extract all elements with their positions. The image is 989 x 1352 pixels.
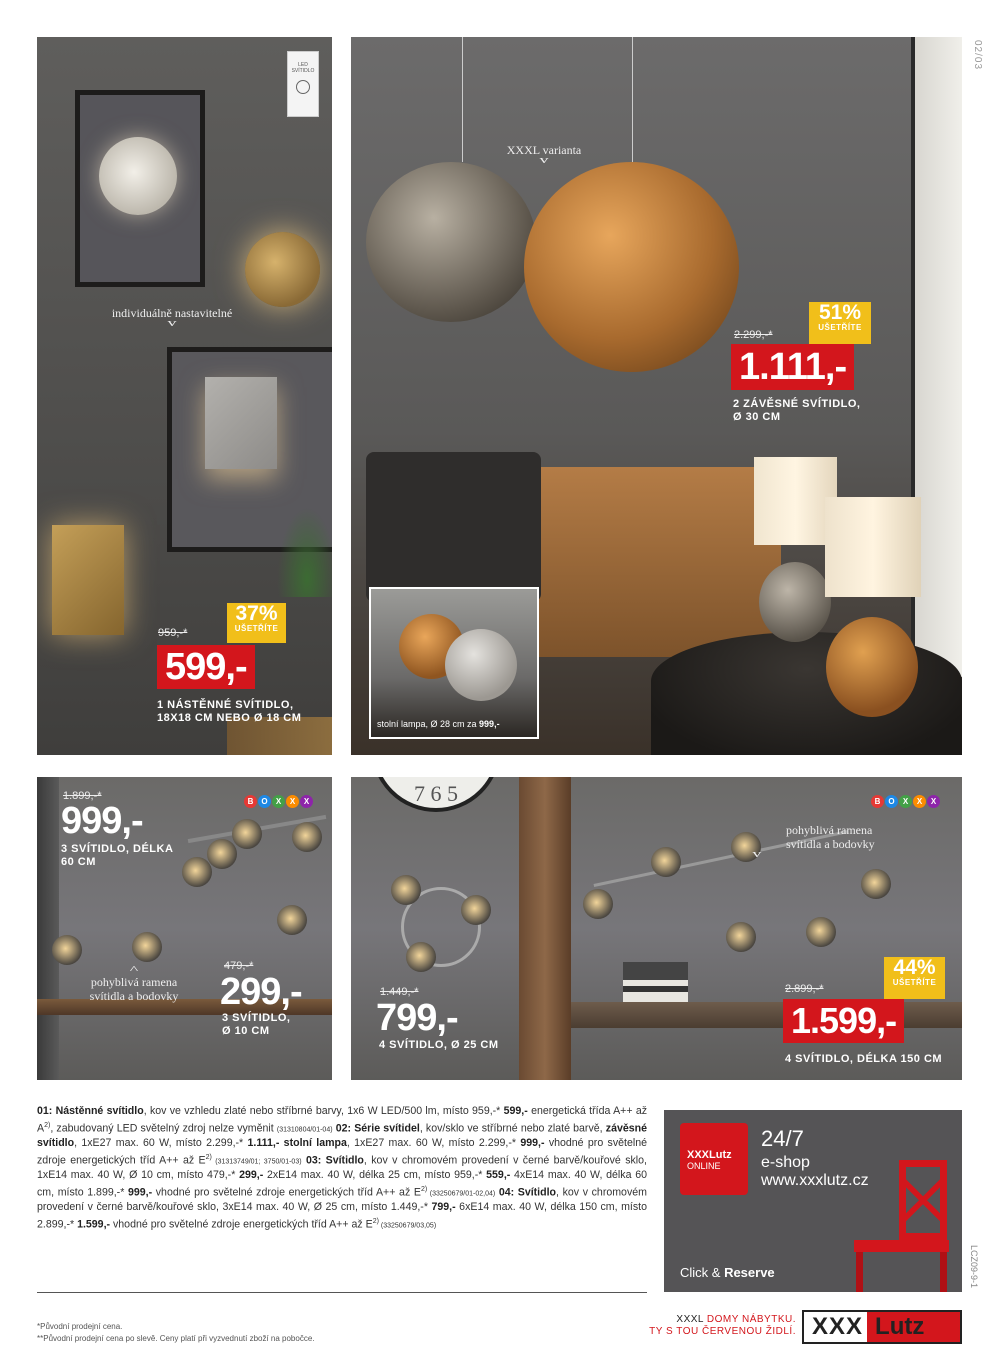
boxxx-letter: X bbox=[899, 795, 912, 808]
item-price: 599,- bbox=[503, 1105, 528, 1117]
spotlight-bulb bbox=[132, 932, 162, 962]
spotlight-photo-panel bbox=[37, 777, 332, 1080]
item-code: (31310804/01-04) bbox=[276, 1126, 333, 1134]
led-label-text: LED SVÍTIDLO bbox=[291, 62, 315, 74]
savings-percent: 51% bbox=[818, 301, 862, 324]
logo-line: XXXLutz bbox=[687, 1149, 732, 1161]
item-heading: 03: Svítidlo bbox=[301, 1154, 364, 1167]
item-text: , kov v chromovém provedení v černé barvě/kouřové sklo, 1xE14 max. 40 W, Ø 10 cm, místo 479,-* bbox=[37, 1154, 647, 1181]
spotlight-bulb bbox=[277, 905, 307, 935]
item-text: , zabudovaný LED světelný zdroj nelze vyměnit bbox=[50, 1122, 277, 1135]
savings-badge bbox=[809, 302, 871, 344]
old-price: 2.299,-* bbox=[734, 329, 773, 341]
desc-line: 4 SVÍTIDLO, Ø 25 CM bbox=[379, 1039, 499, 1051]
item-text: 6xE14 max. 40 W, délka 150 cm, místo 2.899,-* bbox=[37, 1200, 648, 1231]
old-price: 959,-* bbox=[158, 627, 188, 639]
product-description bbox=[157, 699, 301, 725]
bulb-icon bbox=[296, 80, 310, 94]
product-description bbox=[61, 843, 173, 869]
spotlight-photo-panel-2 bbox=[351, 777, 962, 1080]
item-price: 1.599,- bbox=[77, 1218, 111, 1231]
caption-line: svítidla a bodovky bbox=[89, 989, 179, 1003]
boxxx-letter: O bbox=[885, 795, 898, 808]
item-text: vhodné pro světelné zdroje energetických tříd A++ až E bbox=[110, 1218, 373, 1231]
boxxx-badge bbox=[871, 795, 940, 808]
chair-seat bbox=[854, 1240, 949, 1252]
steel-beam bbox=[519, 777, 571, 1080]
click-reserve-label[interactable] bbox=[680, 1265, 775, 1280]
pendant-lamp-photo-panel bbox=[351, 37, 962, 755]
boxxx-letter: B bbox=[871, 795, 884, 808]
red-chair-icon bbox=[854, 1160, 954, 1292]
desc-line: 2 ZÁVĚSNÉ SVÍTIDLO, bbox=[733, 398, 861, 410]
xxxlutz-logo[interactable] bbox=[802, 1310, 962, 1344]
item-heading: 02: Série svítidel bbox=[332, 1122, 420, 1135]
item-text: 4xE14 max. 40 W, délka 60 cm, místo 1.899,-* bbox=[37, 1168, 647, 1199]
boxxx-letter: O bbox=[258, 795, 271, 808]
boxxx-letter: X bbox=[913, 795, 926, 808]
spotlight-bulb bbox=[52, 935, 82, 965]
cushion bbox=[366, 452, 541, 602]
item-text: , 1xE27 max. 60 W, místo 2.299,-* bbox=[346, 1136, 521, 1149]
inset-caption-price: 999,- bbox=[479, 719, 500, 729]
old-price: 1.449,-* bbox=[380, 986, 419, 998]
square-wall-lamp-gold bbox=[52, 525, 124, 635]
boxxx-letter: X bbox=[286, 795, 299, 808]
caption-line: pohyblivá ramena bbox=[786, 823, 873, 837]
chevron-up-icon: ^ bbox=[129, 965, 139, 976]
savings-badge bbox=[227, 603, 286, 643]
cord bbox=[462, 37, 463, 162]
product-description bbox=[222, 1012, 290, 1038]
eshop-url[interactable]: www.xxxlutz.cz bbox=[761, 1172, 869, 1189]
item-subheading: stolní lampa bbox=[279, 1136, 347, 1149]
logo-xxx: XXX bbox=[812, 1313, 864, 1340]
mug-and-books bbox=[623, 962, 688, 1002]
savings-percent: 44% bbox=[893, 956, 936, 979]
xxxl-variant-caption bbox=[469, 143, 619, 165]
spotlight-bulb bbox=[806, 917, 836, 947]
adjustable-caption bbox=[97, 306, 247, 328]
item-code: (33250679/01-02,04) bbox=[427, 1190, 496, 1198]
item-text: 2xE14 max. 40 W, délka 25 cm, místo 959,-* bbox=[263, 1168, 487, 1181]
chevron-down-icon: v bbox=[539, 155, 549, 166]
desc-line: 3 SVÍTIDLO, bbox=[222, 1012, 291, 1024]
item-text: vhodné pro světelné zdroje energetických tříd A++ až E bbox=[152, 1186, 421, 1199]
clock-digits: 7 6 5 bbox=[414, 781, 458, 806]
chair-back bbox=[899, 1160, 947, 1240]
item-price: 299,- bbox=[239, 1168, 264, 1181]
desc-line: 4 SVÍTIDLO, DÉLKA 150 CM bbox=[785, 1053, 943, 1065]
item-text: , kov ve vzhledu zlaté nebo stříbrné barvy, 1x6 W LED/500 lm, místo 959,-* bbox=[143, 1105, 504, 1117]
sale-price: 1.599,- bbox=[783, 999, 904, 1043]
table-lamp-shade bbox=[825, 497, 921, 597]
item-heading: 01: Nástěnné svítidlo bbox=[37, 1105, 144, 1117]
eshop-promo-box[interactable] bbox=[664, 1110, 962, 1292]
logo-line: ONLINE bbox=[687, 1161, 721, 1171]
plant bbox=[277, 507, 332, 597]
sale-price: 999,- bbox=[61, 800, 143, 842]
item-text: energetická třída A++ až A bbox=[37, 1105, 648, 1135]
boxxx-letter: B bbox=[244, 795, 257, 808]
footer-divider bbox=[37, 1292, 647, 1293]
desc-line: 3 SVÍTIDLO, DÉLKA bbox=[61, 843, 174, 855]
inset-silver-lamp bbox=[445, 629, 517, 701]
savings-badge bbox=[884, 957, 945, 999]
boxxx-letter: X bbox=[272, 795, 285, 808]
chevron-down-icon: v bbox=[752, 849, 762, 860]
item-price: 1.111,- bbox=[247, 1136, 280, 1149]
wall-clock bbox=[371, 777, 501, 812]
spotlight-bulb bbox=[182, 857, 212, 887]
slogan-part: DOMY NÁBYTKU. bbox=[706, 1314, 796, 1325]
click-reserve-prefix: Click & bbox=[680, 1265, 725, 1280]
desc-line: Ø 10 CM bbox=[222, 1025, 270, 1037]
item-subheading: závěsné svítidlo bbox=[37, 1122, 647, 1149]
caption-line: svítidla a bodovky bbox=[786, 837, 875, 851]
table-lamp-inset-photo bbox=[369, 587, 539, 739]
savings-label: UŠETŘÍTE bbox=[234, 624, 279, 633]
footnote-ref: 2) bbox=[205, 1153, 212, 1161]
product-description bbox=[379, 1039, 499, 1052]
item-text: , 1xE27 max. 60 W, místo 2.299,-* bbox=[74, 1136, 248, 1149]
caption-text: individuálně nastavitelné bbox=[111, 306, 233, 320]
footnote-ref: 2) bbox=[420, 1185, 428, 1193]
sale-price: 1.111,- bbox=[731, 344, 854, 390]
spotlight-bulb bbox=[292, 822, 322, 852]
click-reserve-bold: Reserve bbox=[724, 1265, 775, 1280]
slogan-part: XXXL bbox=[676, 1314, 707, 1325]
savings-percent: 37% bbox=[235, 602, 278, 625]
spotlight-bulb bbox=[406, 942, 436, 972]
spotlight-bulb bbox=[461, 895, 491, 925]
spotlight-bulb bbox=[232, 819, 262, 849]
desc-line: Ø 30 CM bbox=[733, 411, 781, 423]
led-energy-label bbox=[287, 51, 319, 117]
footnote-1: *Původní prodejní cena. bbox=[37, 1322, 123, 1331]
item-heading: 04: Svítidlo bbox=[495, 1186, 557, 1199]
product-details-text bbox=[37, 1105, 647, 1233]
savings-label: UŠETŘÍTE bbox=[892, 978, 937, 987]
item-text: , kov v chromovém provedení v černé barvě/kouřové sklo, 3xE14 max. 40 W, Ø 25 cm, místo 1.449,-* bbox=[37, 1186, 647, 1213]
old-price: 1.899,-* bbox=[63, 790, 102, 802]
old-price: 479,-* bbox=[224, 960, 254, 972]
desc-line: 1 NÁSTĚNNÉ SVÍTIDLO, bbox=[157, 699, 294, 711]
wall-lamp-photo-panel bbox=[37, 37, 332, 755]
spotlight-bulb bbox=[207, 839, 237, 869]
item-code: (31313749/01; 3750/01-03) bbox=[211, 1158, 302, 1166]
page-number: 02/03 bbox=[972, 40, 983, 71]
logo-lutz: Lutz bbox=[867, 1312, 960, 1342]
boxxx-badge bbox=[244, 795, 313, 808]
boxxx-letter: X bbox=[300, 795, 313, 808]
spotlight-bulb bbox=[651, 847, 681, 877]
item-price: 799,- bbox=[431, 1200, 456, 1213]
spotlight-bulb bbox=[726, 922, 756, 952]
desc-line: 60 CM bbox=[61, 856, 96, 868]
item-price: 999,- bbox=[127, 1186, 153, 1199]
sale-price: 799,- bbox=[376, 997, 458, 1039]
old-price: 2.899,-* bbox=[785, 983, 824, 995]
caption-text: XXXL varianta bbox=[506, 143, 582, 157]
eshop-headline: 24/7 bbox=[761, 1126, 804, 1151]
chair-leg bbox=[940, 1252, 947, 1292]
item-code: (33250679/03,05) bbox=[378, 1222, 437, 1230]
wall-pipe bbox=[37, 777, 59, 1080]
item-text: vhodné pro světelné zdroje energetických tříd A++ až E bbox=[37, 1136, 648, 1167]
sale-price: 599,- bbox=[157, 645, 255, 689]
xxxlutz-online-logo bbox=[680, 1123, 748, 1195]
table-lamp-base-silver bbox=[759, 562, 831, 642]
movable-arms-caption bbox=[59, 967, 209, 1003]
cord bbox=[632, 37, 633, 162]
product-description bbox=[733, 398, 860, 424]
footnote-ref: 2) bbox=[44, 1121, 51, 1129]
spotlight-bulb bbox=[391, 875, 421, 905]
boxxx-letter: X bbox=[927, 795, 940, 808]
table-lamp-base-gold bbox=[826, 617, 918, 717]
spotlight-bulb bbox=[583, 889, 613, 919]
catalog-code: LCZ09-9-1 bbox=[969, 1245, 979, 1289]
item-text: , kov/sklo ve stříbrné nebo zlaté barvě, bbox=[419, 1122, 606, 1135]
round-wall-lamp bbox=[99, 137, 177, 215]
chair-leg bbox=[856, 1252, 863, 1292]
chevron-down-icon: v bbox=[167, 318, 177, 329]
footer-slogan bbox=[640, 1314, 796, 1338]
caption-line: pohyblivá ramena bbox=[90, 975, 178, 989]
footnote-2: **Původní prodejní cena po slevě. Ceny platí při vyzvednutí zboží na pobočce. bbox=[37, 1334, 315, 1343]
square-wall-lamp-silver bbox=[205, 377, 277, 469]
product-description bbox=[785, 1053, 942, 1066]
inset-caption-text: stolní lampa, Ø 28 cm za bbox=[377, 719, 480, 729]
savings-label: UŠETŘÍTE bbox=[818, 323, 862, 332]
pendant-lamp-gold bbox=[524, 162, 739, 372]
pendant-lamp-silver bbox=[366, 162, 536, 322]
item-price: 559,- bbox=[486, 1168, 511, 1181]
sofa bbox=[521, 467, 781, 657]
movable-arms-caption bbox=[752, 823, 906, 860]
sale-price: 299,- bbox=[220, 971, 302, 1013]
footnote-ref: 2) bbox=[372, 1217, 379, 1225]
spotlight-bulb bbox=[861, 869, 891, 899]
eshop-subline: e-shop bbox=[761, 1154, 810, 1171]
slogan-line: TY S TOU ČERVENOU ŽIDLÍ. bbox=[649, 1326, 796, 1337]
round-wall-lamp-gold bbox=[245, 232, 320, 307]
inset-caption bbox=[377, 719, 500, 729]
item-price: 999,- bbox=[520, 1136, 545, 1149]
desc-line: 18X18 CM NEBO Ø 18 CM bbox=[157, 712, 302, 724]
